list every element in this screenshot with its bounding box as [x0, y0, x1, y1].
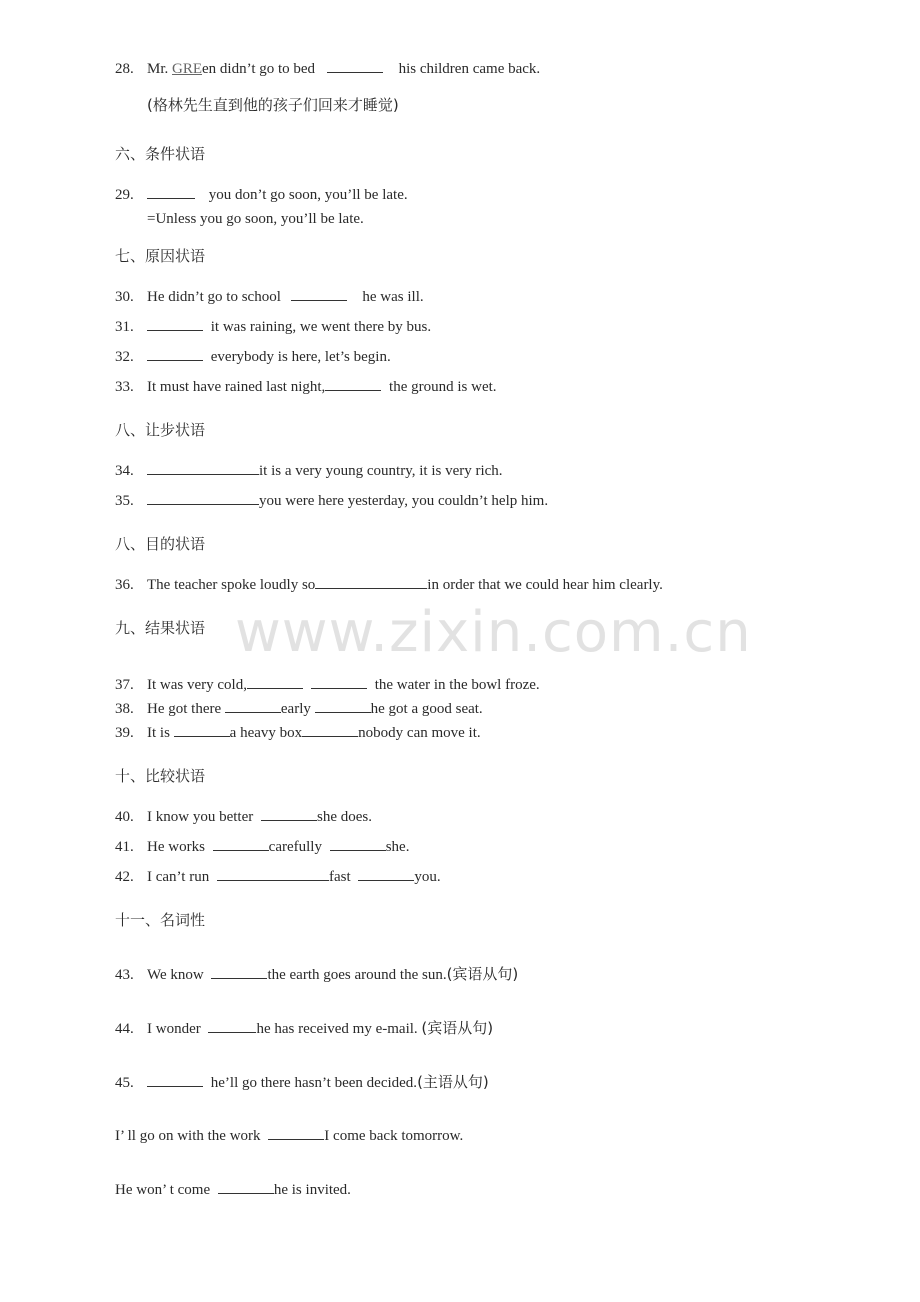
question-28-translation: (格林先生直到他的孩子们回来才睡觉) [147, 96, 399, 114]
question-34: 34. it is a very young country, it is very rich. [115, 463, 503, 479]
answer-blank[interactable] [225, 699, 281, 713]
answer-blank[interactable] [208, 1019, 256, 1033]
answer-blank[interactable] [315, 575, 427, 589]
question-31: 31. it was raining, we went there by bus. [115, 319, 432, 335]
question-41: 41. He works carefully she. [115, 839, 410, 855]
answer-blank[interactable] [302, 723, 358, 737]
question-40: 40. I know you better she does. [115, 809, 372, 825]
question-30: 30. He didn’t go to school he was ill. [115, 289, 424, 305]
answer-blank[interactable] [268, 1126, 324, 1140]
question-43: 43. We know the earth goes around the sun.(宾语从句) [115, 965, 519, 983]
question-42: 42. I can’t run fast you. [115, 869, 441, 885]
question-28: 28. Mr. GREen didn’t go to bed his children came back. [115, 61, 541, 77]
question-45: 45. he’ll go there hasn’t been decided.(主语从句) [115, 1073, 489, 1091]
question-32: 32. everybody is here, let’s begin. [115, 349, 391, 365]
answer-blank[interactable] [174, 723, 230, 737]
question-number: 28. [115, 61, 134, 77]
answer-blank[interactable] [358, 867, 414, 881]
answer-blank[interactable] [147, 461, 259, 475]
answer-blank[interactable] [147, 317, 203, 331]
answer-blank[interactable] [147, 491, 259, 505]
answer-blank[interactable] [218, 1180, 274, 1194]
answer-blank[interactable] [330, 837, 386, 851]
answer-blank[interactable] [217, 867, 329, 881]
answer-blank[interactable] [147, 185, 195, 199]
question-29: 29. you don’t go soon, you’ll be late. [115, 187, 408, 203]
extra-sentence-2: He won’ t come he is invited. [115, 1182, 351, 1198]
answer-blank[interactable] [327, 59, 383, 73]
answer-blank[interactable] [261, 807, 317, 821]
answer-blank[interactable] [315, 699, 371, 713]
extra-sentence-1: I’ ll go on with the work I come back tomorrow. [115, 1128, 464, 1144]
question-37: 37. It was very cold, the water in the bowl froze. [115, 677, 540, 693]
watermark: www.zixin.com.cn [235, 600, 752, 665]
answer-blank[interactable] [311, 675, 367, 689]
section-heading-cause: 七、原因状语 [115, 247, 206, 265]
section-heading-comparison: 十、比较状语 [115, 767, 206, 785]
section-heading-result: 九、结果状语 [115, 619, 206, 637]
answer-blank[interactable] [247, 675, 303, 689]
question-33: 33. It must have rained last night, the ground is wet. [115, 379, 497, 395]
section-heading-concession: 八、让步状语 [115, 421, 206, 439]
answer-blank[interactable] [291, 287, 347, 301]
question-39: 39. It is a heavy box nobody can move it. [115, 725, 481, 741]
gre-link[interactable]: GRE [172, 61, 203, 77]
answer-blank[interactable] [211, 965, 267, 979]
answer-blank[interactable] [213, 837, 269, 851]
section-heading-purpose: 八、目的状语 [115, 535, 206, 553]
question-44: 44. I wonder he has received my e-mail. (宾语从句) [115, 1019, 494, 1037]
answer-blank[interactable] [147, 347, 203, 361]
answer-blank[interactable] [325, 377, 381, 391]
question-36: 36. The teacher spoke loudly so in order that we could hear him clearly. [115, 577, 663, 593]
section-heading-conditional: 六、条件状语 [115, 145, 206, 163]
question-38: 38. He got there early he got a good seat. [115, 701, 483, 717]
section-heading-nominal: 十一、名词性 [115, 911, 206, 929]
answer-blank[interactable] [147, 1073, 203, 1087]
question-35: 35. you were here yesterday, you couldn’t help him. [115, 493, 549, 509]
question-29-equivalent: =Unless you go soon, you’ll be late. [147, 211, 364, 227]
